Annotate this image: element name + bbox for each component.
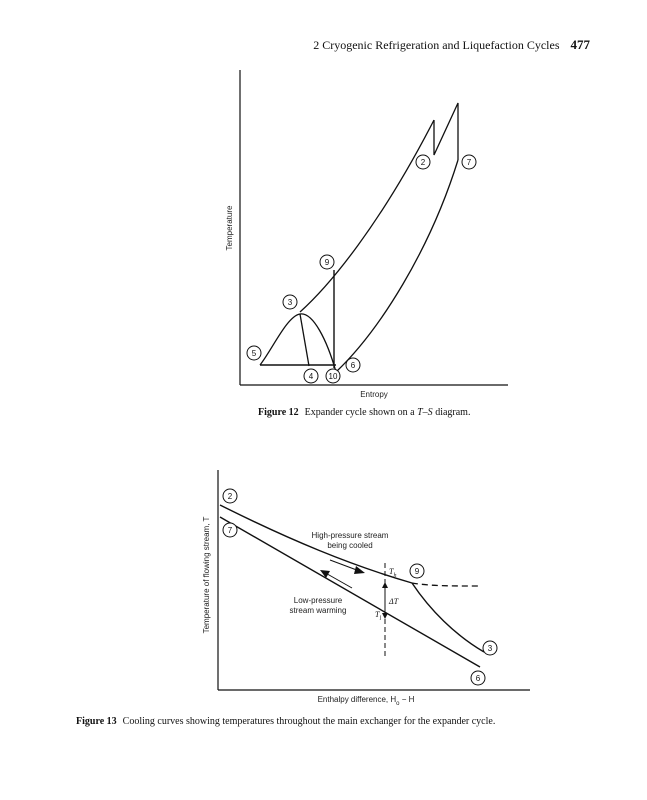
page-number: 477 xyxy=(570,37,590,52)
figure-12-caption-italic: T–S xyxy=(417,407,433,418)
f13-lp-label-line2: stream warming xyxy=(289,606,347,615)
f13-delta-t-arrowhead-bottom xyxy=(382,613,388,619)
f12-compression-steps xyxy=(434,103,458,160)
svg-text:9: 9 xyxy=(414,567,420,576)
f13-y-label: Temperature of flowing stream, T xyxy=(202,516,211,634)
f13-hp-label-line2: being cooled xyxy=(327,541,373,550)
f12-point-2 xyxy=(416,155,430,169)
figure-13-caption xyxy=(76,716,495,727)
f13-point-6 xyxy=(471,671,485,685)
f12-line-3-4 xyxy=(300,314,309,366)
svg-text:7: 7 xyxy=(466,158,472,167)
svg-text:3: 3 xyxy=(287,298,293,307)
figure-13-caption-text: Cooling curves showing temperatures throughout the main exchanger for the expander cycle. xyxy=(122,716,496,727)
figure-12-caption xyxy=(258,407,470,418)
f12-point-4 xyxy=(304,369,318,383)
running-title: 2 Cryogenic Refrigeration and Liquefaction Cycles xyxy=(313,38,560,52)
f12-saturation-dome xyxy=(260,314,336,372)
running-header xyxy=(0,37,590,53)
f13-tl-label: $T_l$ xyxy=(375,610,382,622)
f13-hp-label-line1: High-pressure stream xyxy=(311,531,389,540)
f12-point-3 xyxy=(283,295,297,309)
f13-point-7 xyxy=(223,523,237,537)
f13-point-3 xyxy=(483,641,497,655)
figure-12-caption-pre: Expander cycle shown on a xyxy=(304,407,418,418)
f13-point-9 xyxy=(410,564,424,578)
svg-text:7: 7 xyxy=(227,526,233,535)
svg-text:10: 10 xyxy=(328,372,338,381)
svg-text:6: 6 xyxy=(350,361,356,370)
svg-text:3: 3 xyxy=(487,644,493,653)
svg-text:5: 5 xyxy=(251,349,257,358)
figure-13-number: Figure 13 xyxy=(76,716,117,727)
f12-low-pressure-curve xyxy=(336,160,458,372)
f13-delta-t-arrowhead-top xyxy=(382,582,388,588)
svg-text:6: 6 xyxy=(475,674,481,683)
f13-th-label: $T_h$ xyxy=(389,567,397,579)
f13-lp-label-line1: Low-pressure xyxy=(293,596,343,605)
figure-13-cooling-curves xyxy=(0,460,647,710)
svg-text:2: 2 xyxy=(227,492,233,501)
svg-text:9: 9 xyxy=(324,258,330,267)
f12-high-pressure-curve xyxy=(300,120,434,312)
f13-high-pressure-dashed xyxy=(412,583,478,586)
figure-12-caption-post: diagram. xyxy=(432,407,471,418)
svg-text:4: 4 xyxy=(308,372,314,381)
f12-point-5 xyxy=(247,346,261,360)
f12-point-7 xyxy=(462,155,476,169)
f13-high-pressure-branch-9-3 xyxy=(412,583,484,652)
f13-point-2 xyxy=(223,489,237,503)
f12-point-9 xyxy=(320,255,334,269)
f12-x-label: Entropy xyxy=(360,390,388,399)
f12-point-10 xyxy=(326,369,340,383)
f13-dt-label: ΔT xyxy=(389,597,399,606)
f12-point-6 xyxy=(346,358,360,372)
f13-high-pressure-curve xyxy=(220,505,412,583)
figure-12-ts-diagram xyxy=(0,60,647,400)
f13-x-label: Enthalpy difference, $H_o - H$ xyxy=(317,695,415,707)
figure-12-number: Figure 12 xyxy=(258,407,299,418)
f12-y-label: Temperature xyxy=(225,205,234,251)
svg-text:2: 2 xyxy=(420,158,426,167)
